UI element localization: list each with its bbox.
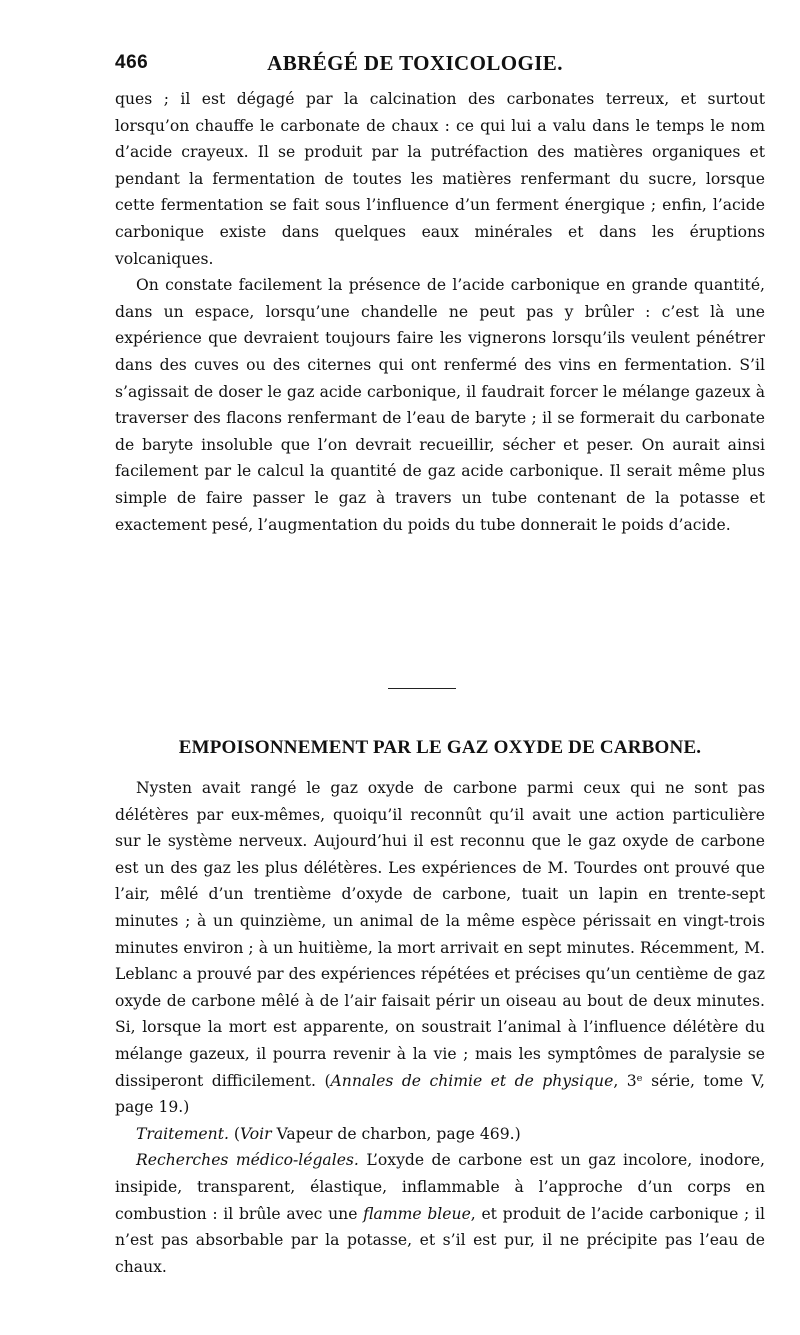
paragraph: [115, 1121, 765, 1148]
paragraph: [115, 1147, 765, 1280]
running-title: ABRÉGÉ DE TOXICOLOGIE.: [267, 51, 563, 75]
section-divider: [388, 688, 456, 689]
text-block-top: [115, 86, 765, 538]
reference-detail: , 3ᵉ série, tome V, page 19.): [115, 1071, 765, 1117]
paragraph-text: (: [228, 1124, 240, 1143]
paragraph: On constate facilement la présence de l’acide carbonique en grande quantité, dans un espace, lorsqu’une chandelle ne peut pas y brûler : c’est là une expérience que devraient toujours faire les vignerons lorsqu’ils veulent pénétrer dans des cuves ou des citernes qui ont renfermé des vins en fermentation. S’il s’agissait de doser le gaz acide carbonique, il faudrait forcer le mélange gazeux à traverser des flacons renfermant de l’eau de baryte ; il se formerait du carbonate de baryte insoluble que l’on devrait recueillir, sécher et peser. On aurait ainsi facilement par le calcul la quantité de gaz acide carbonique. Il serait même plus simple de faire passer le gaz à travers un tube contenant de la potasse et exactement pesé, l’augmentation du poids du tube donnerait le poids d’acide.: [115, 276, 765, 534]
page-number: 466: [115, 52, 149, 73]
emphasis: flamme bleue: [363, 1204, 471, 1223]
paragraph-label: Traitement.: [136, 1124, 229, 1143]
paragraph-text: , et produit de l’acide carbonique ; il n’est pas absorbable par la potasse, et s’il est pur, il ne précipite pas l’eau de chaux.: [115, 1204, 765, 1276]
page-header: [115, 46, 715, 80]
paragraph-text: L’oxyde de carbone est un gaz incolore, inodore, insipide, transparent, élastique, inflammable à l’approche d’un corps en combustion : il brûle avec une: [115, 1151, 765, 1223]
paragraph-label: Recherches médico-légales.: [136, 1151, 359, 1170]
section-title: EMPOISONNEMENT PAR LE GAZ OXYDE DE CARBONE.: [178, 737, 702, 758]
see-also: Voir: [239, 1124, 272, 1143]
reference-title: Annales de chimie et de physique: [330, 1071, 614, 1090]
text-block-section: [115, 775, 765, 1280]
paragraph-text: Vapeur de charbon, page 469.): [271, 1124, 521, 1143]
paragraph: [115, 775, 765, 1121]
paragraph: ques ; il est dégagé par la calcination des carbonates terreux, et surtout lorsqu’on chauffe le carbonate de chaux : ce qui lui a valu dans le temps le nom d’acide crayeux. Il se produit par la putréfaction des matières organiques et pendant la fermentation de toutes les matières renfermant du sucre, lorsque cette fermentation se fait sous l’influence d’un ferment énergique ; enfin, l’acide carbonique existe dans quelques eaux minérales et dans les éruptions volcaniques.: [115, 90, 765, 268]
paragraph-text: Nysten avait rangé le gaz oxyde de carbone parmi ceux qui ne sont pas délétères par eux-mêmes, quoiqu’il reconnût qu’il avait une action particulière sur le système nerveux. Aujourd’hui il est reconnu que le gaz oxyde de carbone est un des gaz les plus délétères. Les expériences de M. Tourdes ont prouvé que l’air, mêlé d’un trentième d’oxyde de carbone, tuait un lapin en trente-sept minutes ; à un quinzième, un animal de la même espèce périssait en vingt-trois minutes environ ; à un huitième, la mort arrivait en sept minutes. Récemment, M. Leblanc a prouvé par des expériences répétées et précises qu’un centième de gaz oxyde de carbone mêlé à de l’air faisait périr un oiseau au bout de deux minutes. Si, lorsque la mort est apparente, on soustrait l’animal à l’influence délétère du mélange gazeux, il pourra revenir à la vie ; mais les symptômes de paralysie se dissiperont difficilement. (: [115, 779, 765, 1090]
